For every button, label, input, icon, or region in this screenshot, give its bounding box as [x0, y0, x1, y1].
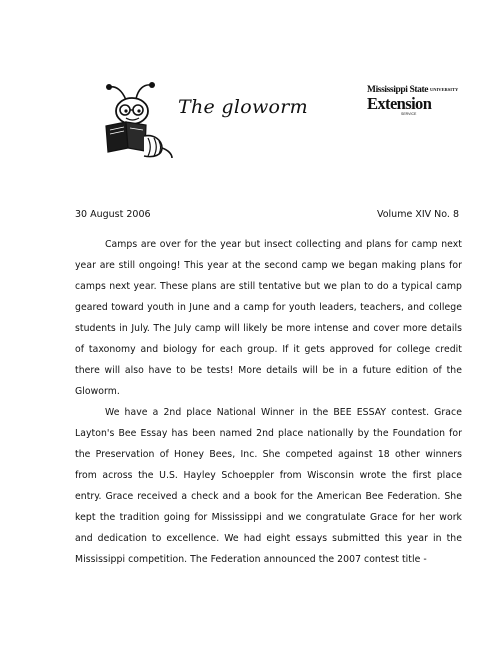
article-body: [75, 234, 462, 570]
issue-volume: Volume XIV No. 8: [376, 209, 459, 220]
logo-service-word: SERVICE: [401, 112, 417, 116]
reading-glowworm-icon: [96, 78, 176, 162]
newsletter-title: The gloworm: [178, 96, 308, 118]
issue-date: 30 August 2006: [75, 209, 151, 220]
paragraph-camps: Camps are over for the year but insect collecting and plans for camp next year are still ongoing! This year at the second camp we began making plans for camps next year. These plans are still tentative but we plan to do a typical camp geared toward youth in June and a camp for youth leaders, teachers, and college students in July. The July camp will likely be more intense and cover more details of taxonomy and biology for each group. If it gets approved for college credit there will also have to be tests! More details will be in a future edition of the Gloworm.: [75, 239, 462, 397]
paragraph-bee-essay: We have a 2nd place National Winner in the BEE ESSAY contest. Grace Layton's Bee Essay has been named 2nd place nationally by the Foundation for the Preservation of Honey Bees, Inc. She competed against 18 other winners from across the U.S. Hayley Schoeppler from Wisconsin wrote the first place entry. Grace received a check and a book for the American Bee Federation. She kept the tradition going for Mississippi and we congratulate Grace for her work and dedication to excellence. We had eight essays submitted this year in the Mississippi competition. The Federation announced the 2007 contest title -: [75, 407, 462, 565]
logo-university-name: Mississippi State $^{UNIVERSITY}$: [367, 85, 459, 95]
logo-extension-word: Extension: [367, 94, 432, 113]
extension-logo: [367, 85, 459, 117]
